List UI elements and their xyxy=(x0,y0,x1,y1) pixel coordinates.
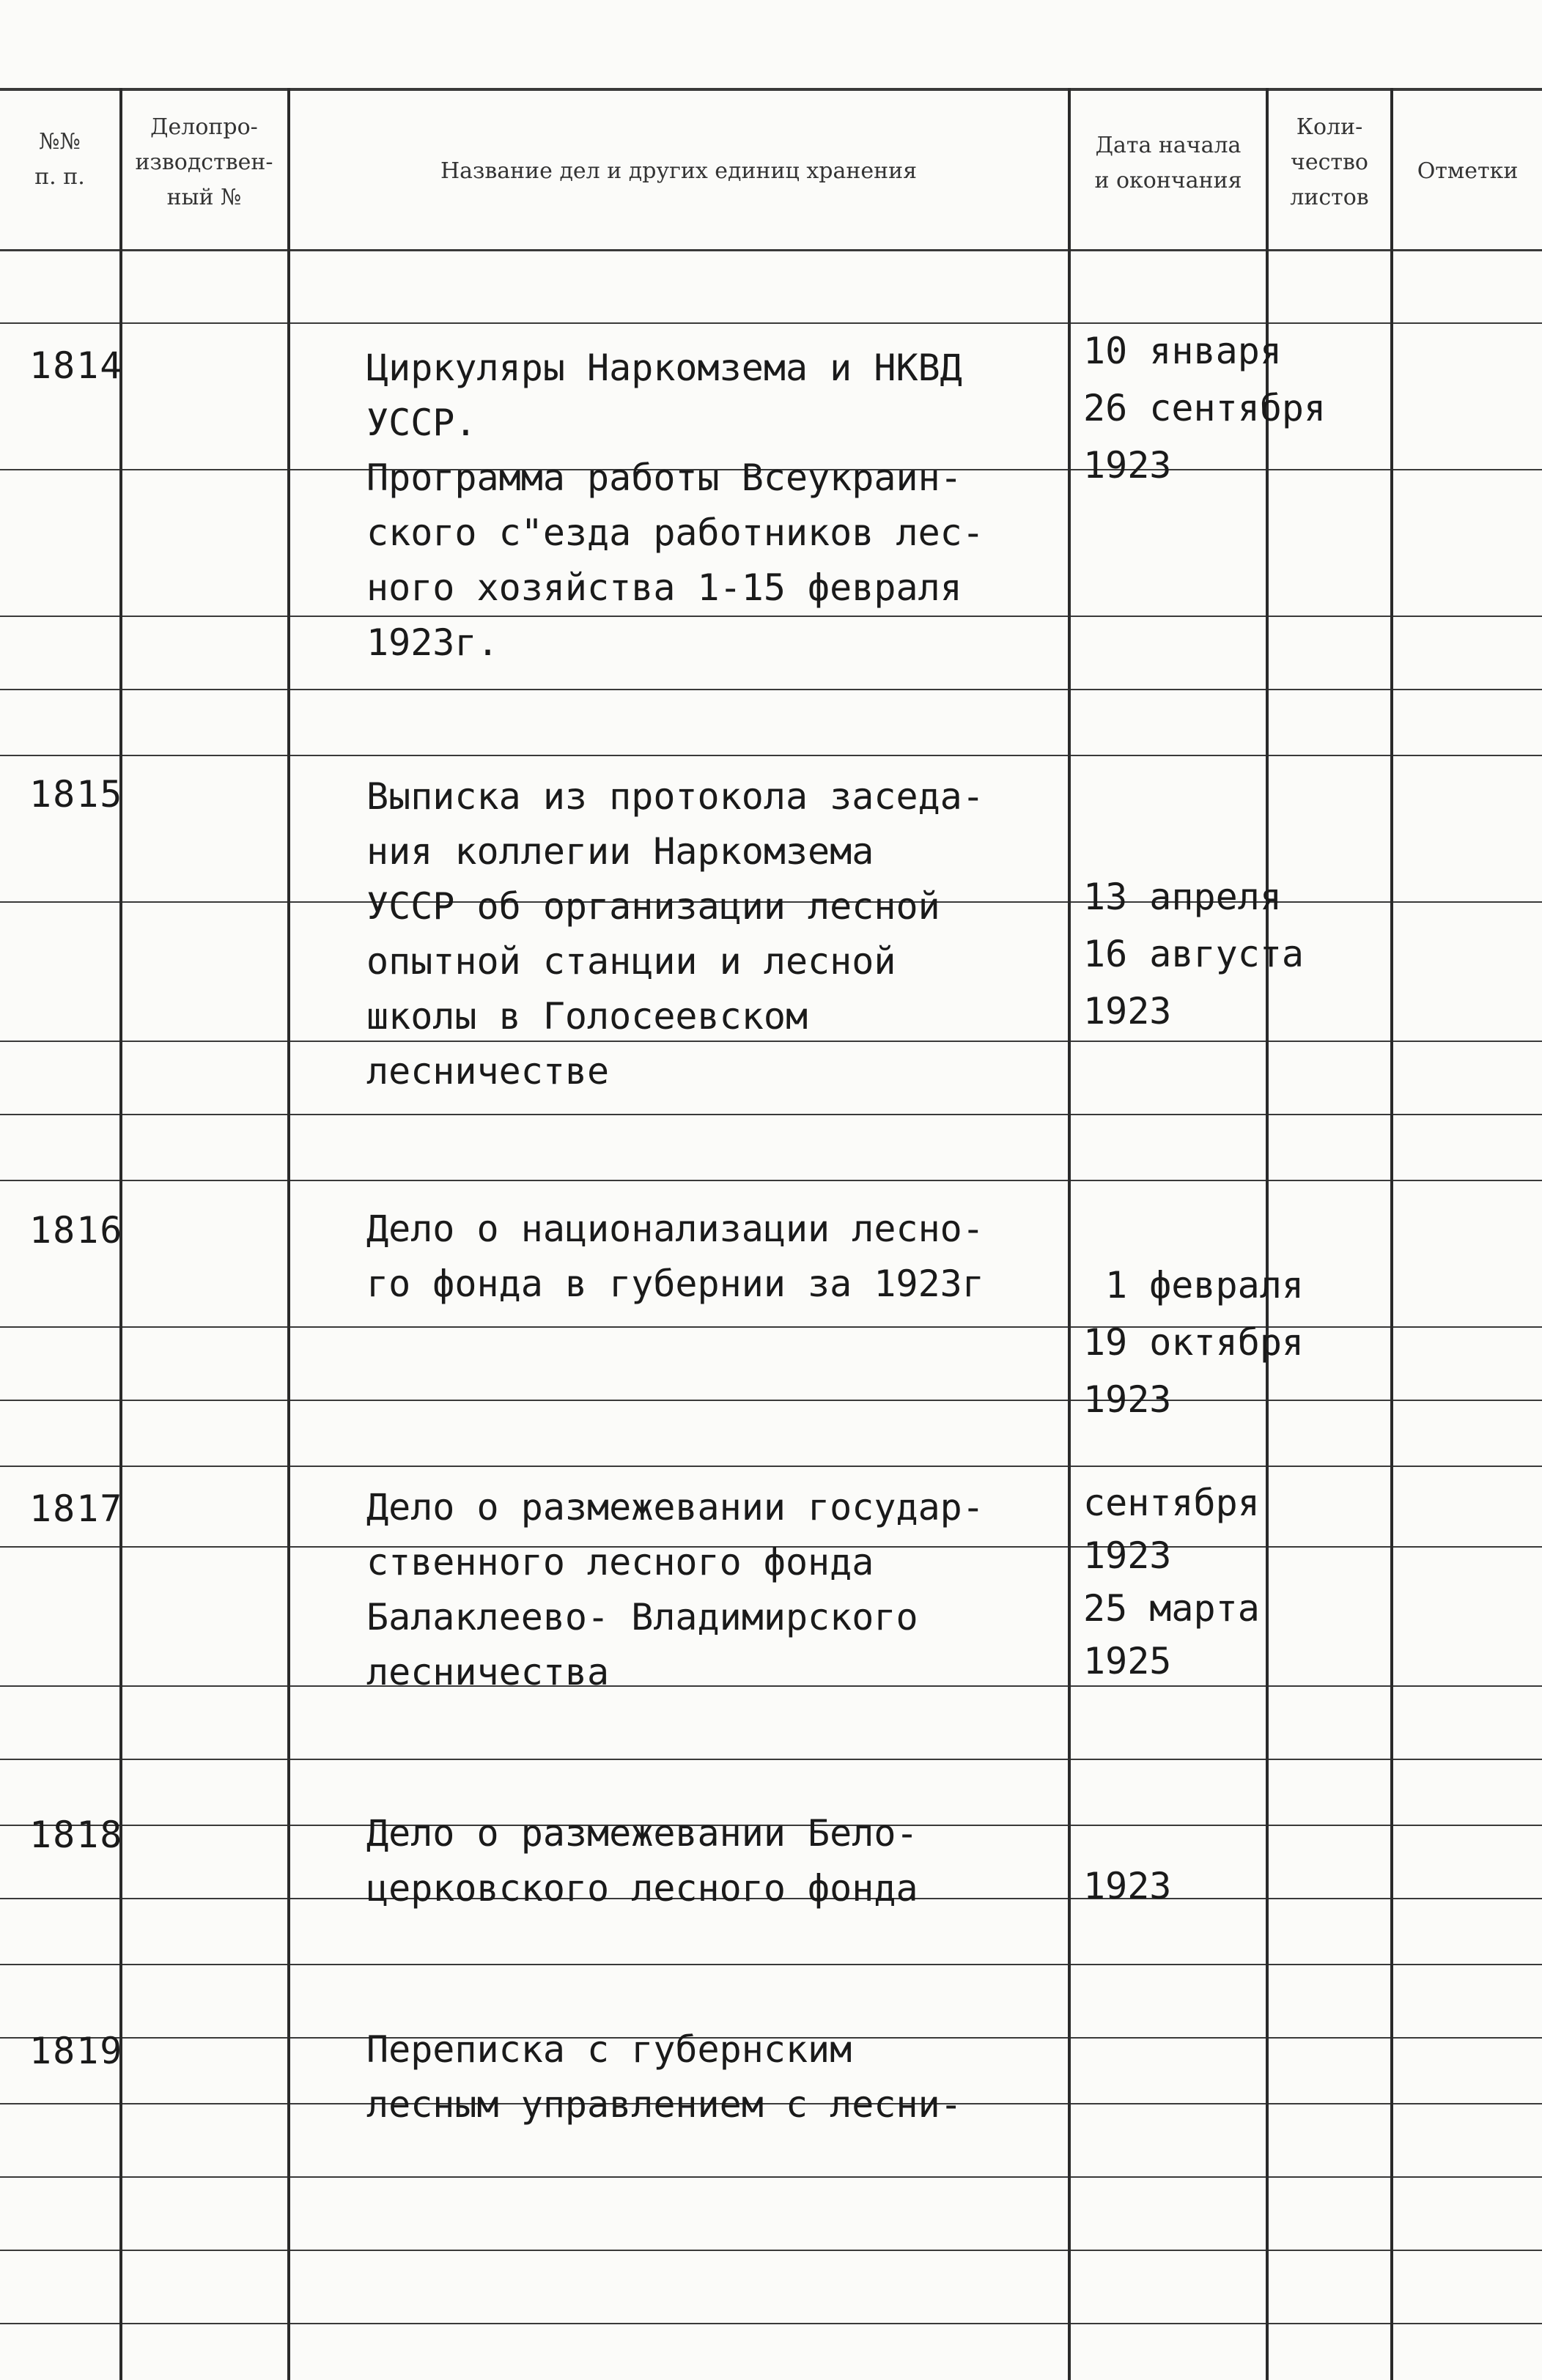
entry-title xyxy=(366,1806,1063,1916)
entry-number: 1816 xyxy=(29,1209,124,1252)
header-text: Делопро- xyxy=(150,114,258,140)
header-text: ный № xyxy=(166,185,242,210)
entry-number: 1818 xyxy=(29,1814,124,1856)
row-rule xyxy=(0,2250,1542,2251)
title-line: Циркуляры Наркомзема и НКВД xyxy=(366,347,962,389)
header-text: и окончания xyxy=(1094,168,1242,193)
title-line: Дело о размежевании государ- xyxy=(366,1486,984,1529)
column-divider xyxy=(287,88,290,2380)
entry-number: 1819 xyxy=(29,2030,124,2072)
entry-number: 1817 xyxy=(29,1488,124,1530)
entry-title xyxy=(366,341,1063,670)
entry-number: 1814 xyxy=(29,344,124,387)
title-line: Выписка из протокола заседа- xyxy=(366,775,984,818)
header-col-number xyxy=(0,125,119,195)
title-line: ственного лесного фонда xyxy=(366,1541,874,1583)
title-line: ного хозяйства 1-15 февраля xyxy=(366,566,962,609)
title-line: лесничества xyxy=(366,1651,610,1693)
date-line: 25 марта xyxy=(1083,1587,1260,1630)
header-col-notes xyxy=(1393,154,1542,189)
title-line: лесничестве xyxy=(366,1050,610,1093)
entry-title xyxy=(366,1480,1063,1700)
header-col-sheets xyxy=(1269,110,1390,215)
row-rule xyxy=(0,689,1542,690)
header-text: Дата начала xyxy=(1095,133,1242,158)
date-line: 16 августа xyxy=(1083,933,1305,975)
header-bottom-rule xyxy=(0,249,1542,251)
title-line: Программа работы Всеукраин- xyxy=(366,457,962,499)
title-line: ского с"езда работников лес- xyxy=(366,511,984,554)
header-text: п. п. xyxy=(34,164,85,190)
header-col-dates xyxy=(1071,128,1266,199)
date-line: 13 апреля xyxy=(1083,876,1282,918)
entry-title xyxy=(366,2022,1063,2132)
row-rule xyxy=(0,1466,1542,1467)
header-text: Отметки xyxy=(1417,158,1519,184)
title-line: лесным управлением с лесни- xyxy=(366,2083,962,2126)
entry-title xyxy=(366,769,1063,1099)
title-line: школы в Голосеевском xyxy=(366,995,808,1038)
date-line: 19 октября xyxy=(1083,1321,1305,1364)
entry-title xyxy=(366,1202,1063,1312)
title-line: УССР. xyxy=(366,402,477,444)
title-line: церковского лесного фонда xyxy=(366,1867,918,1910)
title-line: го фонда в губернии за 1923г xyxy=(366,1263,984,1305)
header-text: Название дел и других единиц хранения xyxy=(440,158,918,184)
header-col-office-number xyxy=(121,110,287,215)
row-rule xyxy=(0,2176,1542,2178)
row-rule xyxy=(0,1759,1542,1760)
title-line: УССР об организации лесной xyxy=(366,885,940,928)
column-divider xyxy=(1068,88,1071,2380)
entry-dates xyxy=(1083,1257,1347,1428)
date-line: 1 февраля xyxy=(1105,1264,1304,1307)
date-line: сентября xyxy=(1083,1482,1260,1524)
entry-dates xyxy=(1083,1477,1347,1688)
date-line: 1925 xyxy=(1083,1640,1172,1682)
header-col-title xyxy=(290,154,1067,189)
row-rule xyxy=(0,755,1542,756)
header-text: Коли- xyxy=(1296,114,1363,140)
date-line: 1923 xyxy=(1083,1534,1172,1577)
entry-dates xyxy=(1083,322,1347,494)
date-line: 1923 xyxy=(1083,444,1172,487)
header-text: №№ xyxy=(39,129,81,155)
title-line: ния коллегии Наркомзема xyxy=(366,830,874,873)
date-line: 26 сентября xyxy=(1083,387,1327,429)
header-text: изводствен- xyxy=(135,149,273,175)
title-line: Переписка с губернским xyxy=(366,2028,852,2071)
date-line: 10 января xyxy=(1083,330,1282,372)
date-line: 1923 xyxy=(1083,1378,1172,1421)
entry-dates xyxy=(1083,1858,1347,1915)
row-rule xyxy=(0,1180,1542,1181)
row-rule xyxy=(0,1964,1542,1965)
title-line: Дело о размежевании Бело- xyxy=(366,1812,918,1855)
top-rule xyxy=(0,88,1542,91)
entry-dates xyxy=(1083,868,1347,1040)
title-line: Дело о национализации лесно- xyxy=(366,1208,984,1250)
row-rule xyxy=(0,1114,1542,1115)
row-rule xyxy=(0,2323,1542,2324)
entry-number: 1815 xyxy=(29,773,124,816)
title-line: Балаклеево- Владимирского xyxy=(366,1596,918,1638)
header-text: чество xyxy=(1291,149,1368,175)
column-divider xyxy=(1390,88,1393,2380)
header-text: листов xyxy=(1290,185,1369,210)
date-line: 1923 xyxy=(1083,990,1172,1032)
title-line: 1923г. xyxy=(366,621,499,664)
title-line: опытной станции и лесной xyxy=(366,940,896,983)
date-line: 1923 xyxy=(1083,1865,1172,1907)
